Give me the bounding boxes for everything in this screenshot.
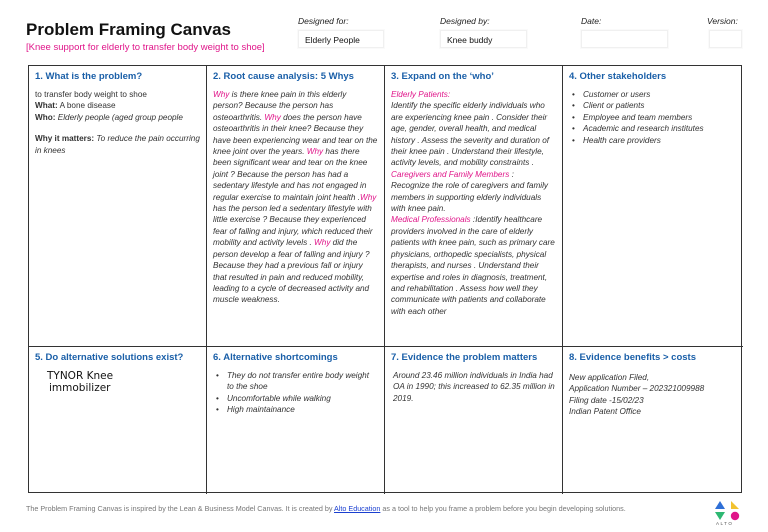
- caregivers-heading-suffix: :: [509, 169, 514, 179]
- shortcomings-list: [213, 370, 378, 416]
- cell-alternatives[interactable]: [29, 347, 207, 494]
- footer-note: [26, 504, 626, 513]
- cell-expand-who[interactable]: [385, 66, 563, 347]
- why-keyword: Why: [213, 90, 230, 99]
- why-text: did the person develop a fear of falling and injury ? Because they had a previous fall or injury that resulted in pain and reduced mobility, leading to a cycle of decreased activity and muscle weakness.: [213, 238, 370, 305]
- what-label: What:: [35, 101, 58, 111]
- elderly-patients-heading: Elderly Patients:: [391, 90, 451, 99]
- cell-stakeholders[interactable]: [563, 66, 743, 347]
- cell-evidence-benefits-title: 8. Evidence benefits > costs: [569, 352, 696, 363]
- list-item: • They do not transfer entire body weight to the shoe: [213, 370, 378, 393]
- version-label: Version:: [707, 16, 738, 26]
- date-label: Date:: [581, 16, 602, 26]
- stakeholders-list: [569, 89, 737, 146]
- cell-stakeholders-title: 4. Other stakeholders: [569, 71, 667, 82]
- cell-problem[interactable]: [29, 66, 207, 347]
- why-text: has there been significant wear and tear on the knee joint ? Because the person has had a sedentary lifestyle and has not engaged in regular exercise to maintain joint health .: [213, 147, 368, 202]
- medical-heading: Medical Professionals: [391, 215, 471, 225]
- cell-shortcomings-title: 6. Alternative shortcomings: [213, 352, 338, 363]
- problem-why: [35, 133, 200, 156]
- designed-for-field[interactable]: Elderly People: [298, 30, 384, 48]
- cell-alternatives-title: 5. Do alternative solutions exist?: [35, 352, 184, 363]
- footer-text-after: as a tool to help you frame a problem before you begin developing solutions.: [380, 504, 626, 513]
- caregivers-heading-line: [391, 169, 556, 180]
- cell-evidence-problem-title: 7. Evidence the problem matters: [391, 352, 538, 363]
- root-cause-text: [213, 89, 378, 306]
- cell-evidence-benefits[interactable]: [563, 347, 743, 494]
- why-value: To reduce the pain occurring in knees: [35, 134, 200, 155]
- list-item: • High maintainance: [213, 404, 378, 415]
- who-value: Elderly people (aged group people: [55, 112, 183, 122]
- designed-for-label: Designed for:: [298, 16, 349, 26]
- why-keyword: Why: [264, 112, 281, 122]
- page-subtitle: [Knee support for elderly to transfer body weight to shoe]: [26, 42, 265, 53]
- alternative-line-2: immobilizer: [49, 382, 111, 394]
- designed-by-field[interactable]: Knee buddy: [440, 30, 527, 48]
- evidence-problem-text: Around 23.46 million individuals in India had OA in 1990; this increased to 62.35 million in 2019.: [393, 371, 555, 403]
- list-item: • Academic and research institutes: [569, 123, 737, 134]
- cell-shortcomings[interactable]: [207, 347, 385, 494]
- benefits-line: Filing date -15/02/23: [569, 395, 644, 405]
- why-keyword: Why: [314, 238, 331, 248]
- cell-problem-title: 1. What is the problem?: [35, 71, 143, 82]
- list-item: • Uncomfortable while walking: [213, 393, 378, 404]
- page-title: Problem Framing Canvas: [26, 20, 232, 39]
- caregivers-text: Recognize the role of caregivers and family members in supporting elderly individuals with knee pain.: [391, 181, 549, 214]
- list-item: • Employee and team members: [569, 112, 737, 123]
- cell-root-cause[interactable]: [207, 66, 385, 347]
- elderly-patients-text: Identify the specific elderly individuals who are experiencing knee pain . Consider their age, gender, overall health, and medical history . Assess the severity and duration of their knee pain . Understand their lifestyle, activity levels, and mobility constraints .: [391, 101, 550, 168]
- why-text: is there knee pain in this elderly person? Because the person has osteoarthritis.: [213, 90, 347, 122]
- cell-evidence-problem[interactable]: [385, 347, 563, 494]
- problem-line: to transfer body weight to shoe: [35, 90, 147, 99]
- why-text: does the person have osteoarthritis in their knee? Because they have been experiencing wear and tear on the knee joint over the years.: [213, 112, 378, 157]
- date-field[interactable]: [581, 30, 668, 48]
- problem-who: [35, 112, 200, 123]
- designed-by-label: Designed by:: [440, 16, 490, 26]
- benefits-line: Application Number – 202321009988: [569, 384, 705, 394]
- alternative-line-1: TYNOR Knee: [47, 370, 114, 382]
- why-keyword: Why: [306, 147, 324, 157]
- what-value: A bone disease: [57, 101, 116, 111]
- medical-line: [391, 214, 556, 317]
- list-item: • Client or patients: [569, 100, 737, 111]
- canvas-grid: [28, 65, 742, 493]
- medical-text: :Identify healthcare providers involved in the care of elderly patients with knee pain, such as primary care physicians, orthopedic specialists, physical therapists, and nurses . Understand their expertise and roles in diagnosis, treatment, and rehabilitation . Assess how well they communicate with patients and collaborate with each other: [391, 215, 555, 316]
- benefits-line: New application Filed,: [569, 373, 650, 382]
- version-field[interactable]: [709, 30, 742, 48]
- who-label: Who:: [35, 112, 56, 122]
- caregivers-heading: Caregivers and Family Members: [391, 169, 510, 179]
- why-label: Why it matters:: [35, 134, 95, 144]
- cell-expand-who-title: 3. Expand on the ‘who’: [391, 71, 494, 82]
- benefits-line: Indian Patent Office: [569, 407, 641, 417]
- alto-logo-text: ALTO: [716, 521, 734, 526]
- problem-what: [35, 100, 200, 111]
- why-keyword: Why: [360, 192, 377, 202]
- why-text: has the person led a sedentary lifestyle with little exercise ? Because they experienced fear of falling and injury, which reduced their mobility and activity levels .: [213, 204, 373, 248]
- list-item: • Health care providers: [569, 135, 737, 146]
- list-item: • Customer or users: [569, 89, 737, 100]
- footer-text-before: The Problem Framing Canvas is inspired by the Lean & Business Model Canvas. It is created by: [26, 504, 335, 513]
- cell-root-cause-title: 2. Root cause analysis: 5 Whys: [213, 71, 354, 82]
- alto-education-link[interactable]: Alto Education: [334, 504, 381, 513]
- alternative-solution: [47, 370, 200, 394]
- expand-who-text: [391, 89, 556, 317]
